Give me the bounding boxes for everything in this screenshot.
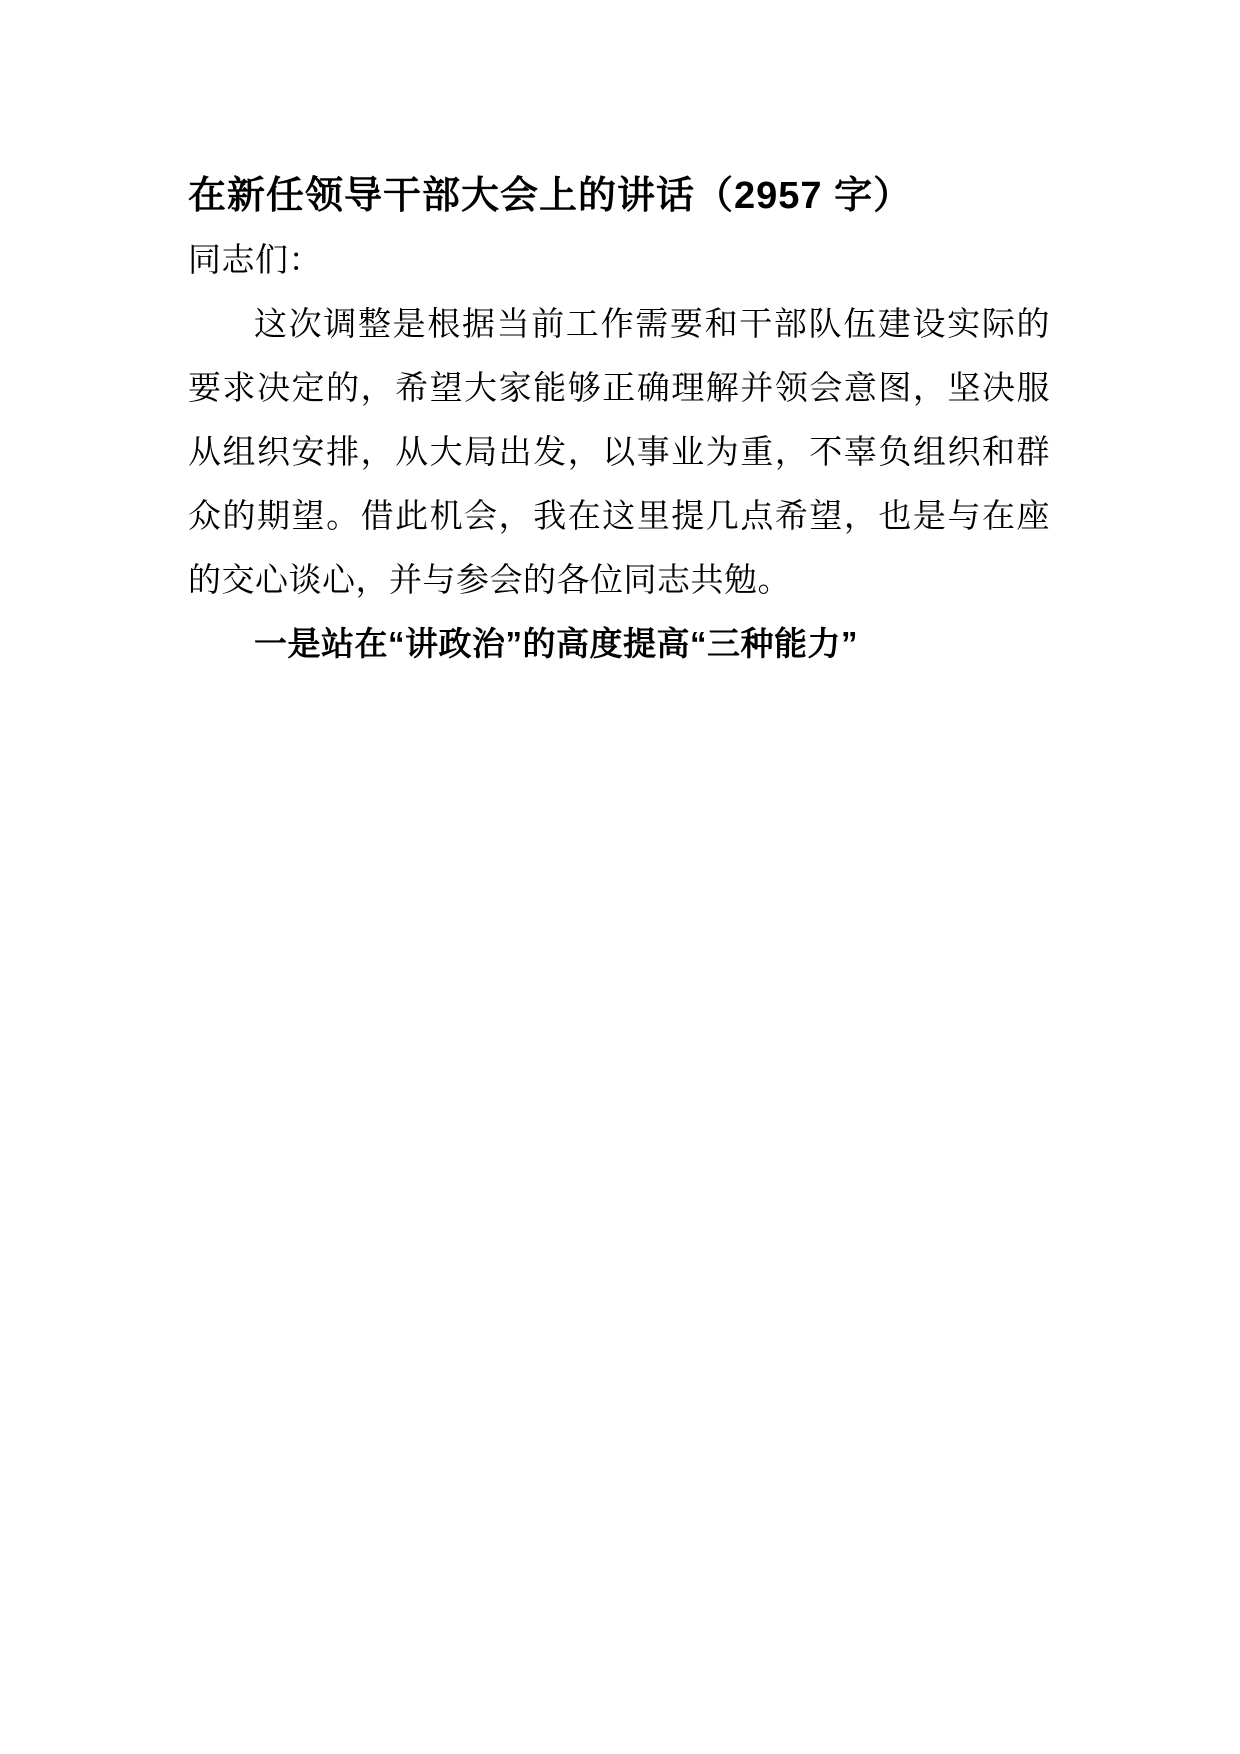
document-title: 在新任领导干部大会上的讲话（2957 字）	[188, 175, 913, 217]
salutation-line: 同志们：	[188, 241, 322, 278]
section-heading-one: 一是站在“讲政治”的高度提高“三种能力”	[254, 625, 858, 662]
body-paragraph: 这次调整是根据当前工作需要和干部队伍建设实际的要求决定的，希望大家能够正确理解并领会意图，坚决服从组织安排，从大局出发，以事业为重，不辜负组织和群众的期望。借此机会，我在这里提几点希望，也是与在座的交心谈心，并与参会的各位同志共勉。	[188, 305, 1050, 598]
